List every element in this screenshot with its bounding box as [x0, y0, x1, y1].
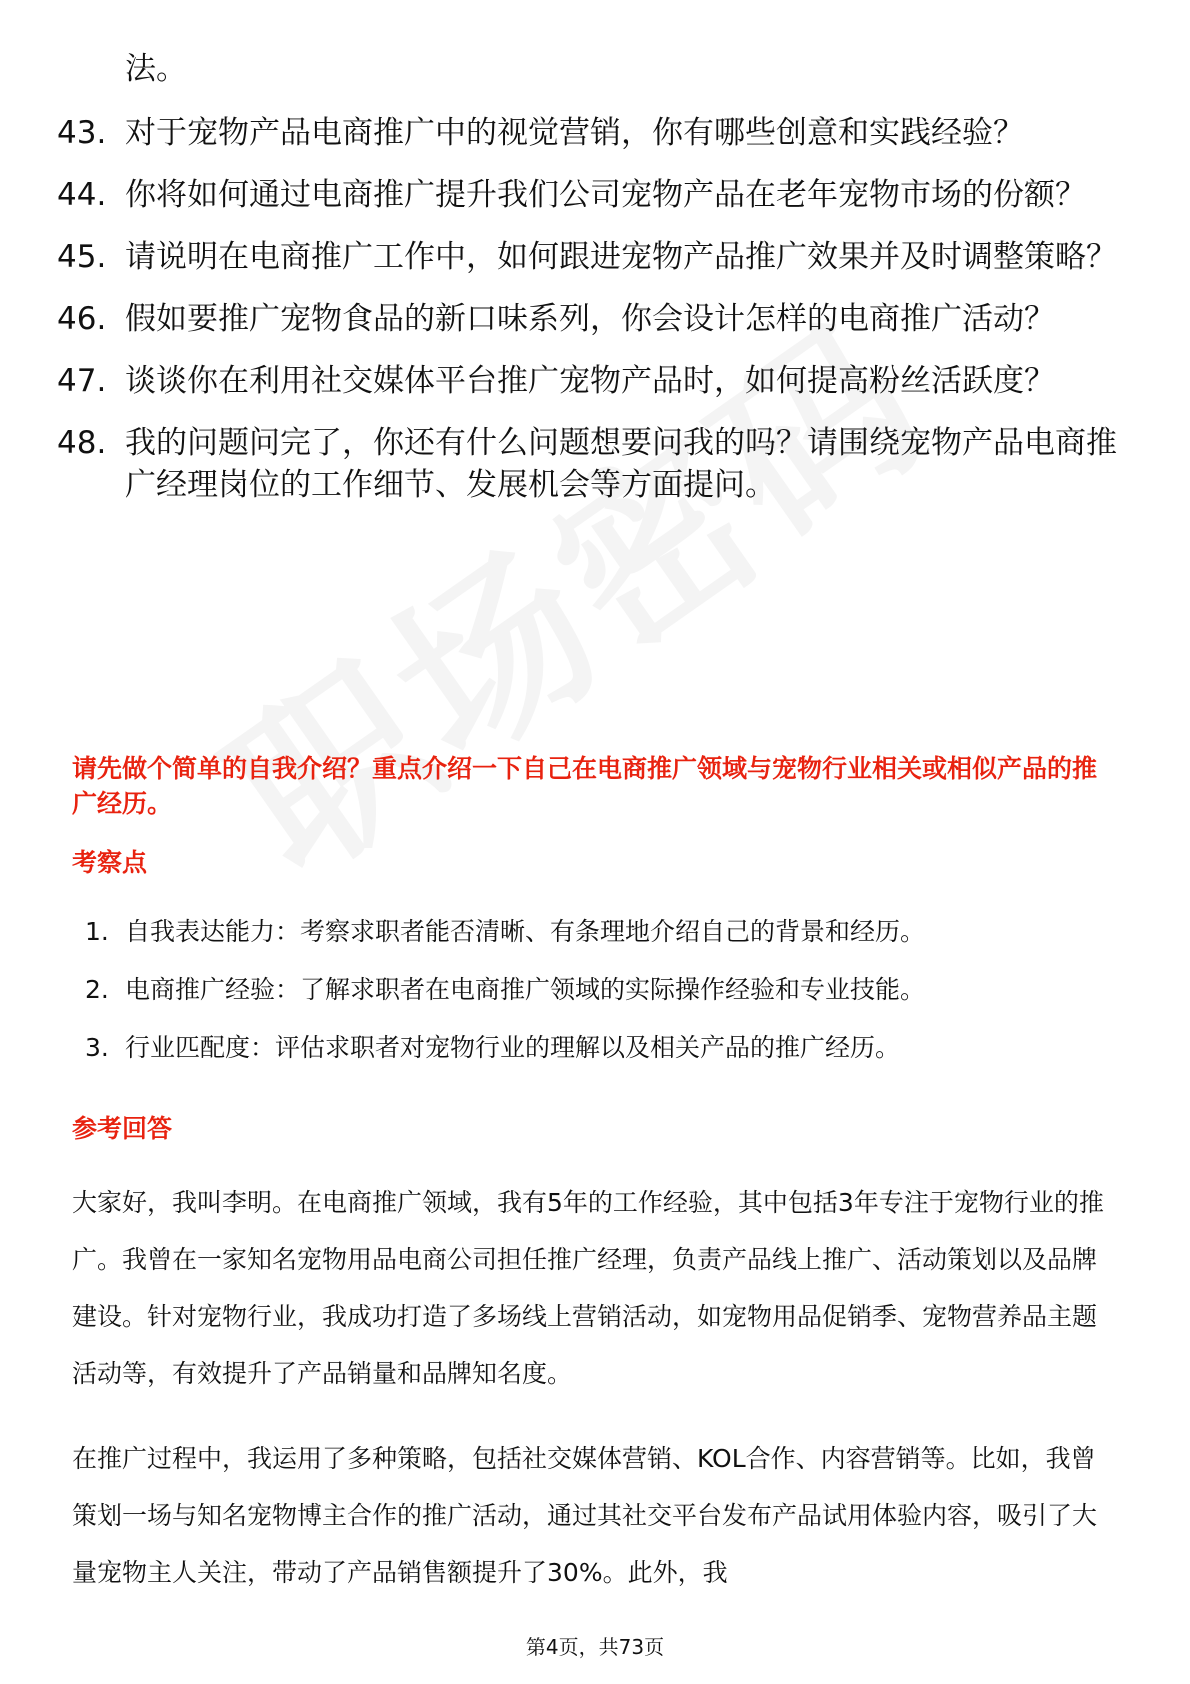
point-text: 行业匹配度：评估求职者对宠物行业的理解以及相关产品的推广经历。 — [125, 1033, 901, 1062]
assessment-point — [85, 1031, 1115, 1065]
question-text: 你将如何通过电商推广提升我们公司宠物产品在老年宠物市场的份额？ — [125, 177, 1086, 213]
assessment-point — [85, 973, 1115, 1007]
question-item — [57, 422, 1117, 506]
highlight-question: 请先做个简单的自我介绍？重点介绍一下自己在电商推广领域与宠物行业相关或相似产品的推广经历。 — [72, 754, 1098, 818]
question-text: 请说明在电商推广工作中，如何跟进宠物产品推广效果并及时调整策略？ — [125, 239, 1117, 275]
continuation-text: 法。 — [125, 51, 187, 87]
question-item — [57, 174, 1117, 216]
assessment-title: 考察点 — [72, 848, 148, 877]
question-number: 46. — [57, 301, 107, 337]
question-text: 谈谈你在利用社交媒体平台推广宠物产品时，如何提高粉丝活跃度？ — [125, 363, 1055, 399]
point-number: 2. — [85, 975, 109, 1004]
assessment-points — [85, 915, 1115, 1089]
point-text: 自我表达能力：考察求职者能否清晰、有条理地介绍自己的背景和经历。 — [125, 917, 926, 946]
answer-paragraph: 大家好，我叫李明。在电商推广领域，我有5年的工作经验，其中包括3年专注于宠物行业的推广。我曾在一家知名宠物用品电商公司担任推广经理，负责产品线上推广、活动策划以及品牌建设。针对宠物行业，我成功打造了多场线上营销活动，如宠物用品促销季、宠物营养品主题活动等，有效提升了产品销量和品牌知名度。 — [72, 1188, 1104, 1388]
question-item — [57, 236, 1117, 278]
question-list — [57, 112, 1117, 526]
question-number: 45. — [57, 239, 107, 275]
question-number: 48. — [57, 425, 107, 461]
point-text: 电商推广经验：了解求职者在电商推广领域的实际操作经验和专业技能。 — [125, 975, 926, 1004]
question-item — [57, 360, 1117, 402]
reference-title: 参考回答 — [72, 1114, 173, 1143]
question-item — [57, 298, 1117, 340]
question-number: 43. — [57, 115, 107, 151]
page-footer: 第4页，共73页 — [525, 1635, 665, 1659]
assessment-point — [85, 915, 1115, 949]
question-number: 47. — [57, 363, 107, 399]
question-text: 我的问题问完了，你还有什么问题想要问我的吗？请围绕宠物产品电商推广经理岗位的工作细节、发展机会等方面提问。 — [125, 425, 1117, 503]
question-number: 44. — [57, 177, 107, 213]
answer-paragraph: 在推广过程中，我运用了多种策略，包括社交媒体营销、KOL合作、内容营销等。比如，我曾策划一场与知名宠物博主合作的推广活动，通过其社交平台发布产品试用体验内容，吸引了大量宠物主人关注，带动了产品销售额提升了30%。此外，我 — [72, 1444, 1098, 1587]
point-number: 1. — [85, 917, 109, 946]
question-text: 对于宠物产品电商推广中的视觉营销，你有哪些创意和实践经验？ — [125, 115, 1024, 151]
point-number: 3. — [85, 1033, 109, 1062]
question-text: 假如要推广宠物食品的新口味系列，你会设计怎样的电商推广活动？ — [125, 301, 1055, 337]
question-item — [57, 112, 1117, 154]
